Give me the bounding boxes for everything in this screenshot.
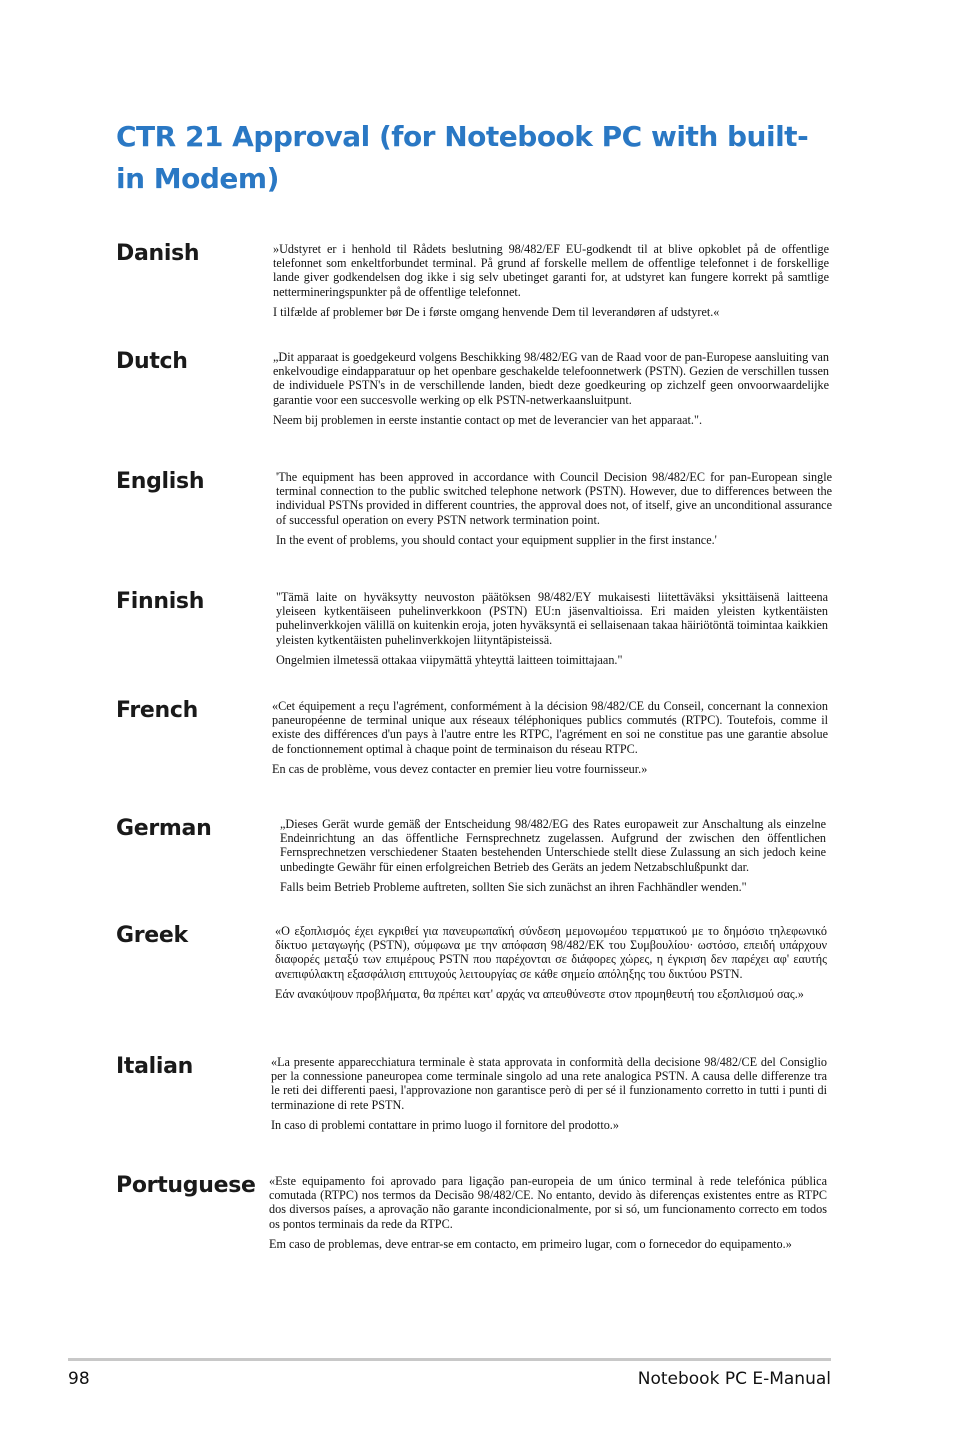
contact-paragraph: En cas de problème, vous devez contacter en premier lieu votre fournisseur.» xyxy=(272,761,648,776)
approval-paragraph: „Dieses Gerät wurde gemäß der Entscheidung 98/482/EG des Rates europaweit zur Anschaltung als einzelne Endeinrichtung an das öffentliche Fernsprechnetz zugelassen. Aufgrund der zwischen den öffentlichen Fernsprechnetzen verschiedener Staaten bestehenden Unterschiede stellt diese Zulassung an sich jedoch keine unbedingte Gewähr für einen erfolgreichen Betrieb des Geräts an jedem Netzabschlußpunkt dar. xyxy=(280,817,826,874)
language-heading: English xyxy=(116,469,205,494)
footer-divider xyxy=(68,1358,831,1361)
language-heading: Finnish xyxy=(116,589,205,614)
approval-paragraph: «Ο εξοπλισμός έχει εγκριθεί για πανευρωπαϊκή σύνδεση μεμονωμέου τερματικού με το δημόσιο τηλεφωνικό δίκτυο μεταγωγής (PSTN), σύμφωνα με την απόφαση 98/482/ΕΚ του Συμβουλίου· ωστόσο, επειδή υπάρχουν διαφορές μεταξύ των επιμέρους PSTN που παρέχονται σε διάφορες χώρες, η έγκριση δεν παρέχει αφ' εαυτής ανεπιφύλακτη εξασφάλιση επιτυχούς λειτουργίας σε κάθε σημείο απόληξης του δικτύου PSTN. xyxy=(275,924,827,981)
approval-text xyxy=(269,1174,827,1257)
contact-paragraph: In the event of problems, you should contact your equipment supplier in the first instance.' xyxy=(276,532,717,547)
approval-text xyxy=(271,1055,827,1138)
page-number: 98 xyxy=(68,1369,90,1389)
approval-text xyxy=(272,699,828,782)
approval-paragraph: "Tämä laite on hyväksytty neuvoston päätöksen 98/482/EY mukaisesti liitettäväksi yksittäisenä laitteena yleiseen kytkentäiseen puhelinverkkoon (PSTN) EU:n jäsenvaltioissa. Eri maiden yleisten kytkentäisten puhelinverkkojen välillä on kuitenkin eroja, joten hyväksyntä ei sellaisenaan takaa häiriötöntä toimintaa kaikkien yleisten kytkentäisten puhelinverkkojen liityntäpisteissä. xyxy=(276,590,828,647)
contact-paragraph: Εάν ανακύψουν προβλήματα, θα πρέπει κατ' αρχάς να απευθύνεστε στον προμηθευτή του εξοπλισμού σας.» xyxy=(275,986,804,1001)
language-heading: French xyxy=(116,698,198,723)
approval-paragraph: »Udstyret er i henhold til Rådets beslutning 98/482/EF EU-godkendt til at blive opkoblet på de offentlige telefonnet som enkeltforbundet terminal. På grund af forskelle mellem de offentlige telefonnet i de forskellige lande giver godkendelsen dog ikke i sig selv ubetinget garanti for, at udstyret kan fungere korrekt på samtlige nettermineringspunkter på de offentlige telefonnet. xyxy=(273,242,829,299)
approval-text xyxy=(280,817,826,900)
contact-paragraph: Neem bij problemen in eerste instantie contact op met de leverancier van het apparaat.". xyxy=(273,412,702,427)
approval-paragraph: «Este equipamento foi aprovado para ligação pan-europeia de um único terminal à rede telefónica pública comutada (RTPC) nos termos da Decisão 98/482/CE. No entanto, devido às diferenças existentes entre as RTPC dos diversos países, a aprovação não garante incondicionalmente, por si só, um funcionamento correcto em todos os pontos terminais da rede da RTPC. xyxy=(269,1174,827,1231)
approval-paragraph: «La presente apparecchiatura terminale è stata approvata in conformità della decisione 98/482/CE del Consiglio per la connessione paneuropea come terminale singolo ad una rete analogica PSTN. A causa delle differenze tra le reti dei differenti paesi, l'approvazione non garantisce però di per sé il funzionamento corretto in tutti i punti di terminazione di rete PSTN. xyxy=(271,1055,827,1112)
approval-paragraph: 'The equipment has been approved in accordance with Council Decision 98/482/EC for pan-European single terminal connection to the public switched telephone network (PSTN). However, due to differences between the individual PSTNs provided in different countries, the approval does not, of itself, give an unconditional assurance of successful operation on every PSTN network termination point. xyxy=(276,470,832,527)
contact-paragraph: In caso di problemi contattare in primo luogo il fornitore del prodotto.» xyxy=(271,1117,619,1132)
contact-paragraph: I tilfælde af problemer bør De i første omgang henvende Dem til leverandøren af udstyret.« xyxy=(273,304,720,319)
approval-text xyxy=(273,242,829,325)
approval-paragraph: «Cet équipement a reçu l'agrément, conformément à la décision 98/482/CE du Conseil, concernant la connexion paneuropéenne de terminal unique aux réseaux téléphoniques publics commutés (RTPC). Toutefois, comme il existe des différences d'un pays à l'autre entre les RTPC, l'agrément en soi ne constitue pas une garantie absolue de fonctionnement optimal à chaque point de terminaison du réseau RTPC. xyxy=(272,699,828,756)
approval-paragraph: „Dit apparaat is goedgekeurd volgens Beschikking 98/482/EG van de Raad voor de pan-Europese aansluiting van enkelvoudige eindapparatuur op het openbare geschakelde telefoonnetwerk (PSTN). Gezien de verschillen tussen de individuele PSTN's in de verschillende landen, biedt deze goedkeuring op zichzelf geen onvoorwaardelijke garantie voor een succesvolle werking op elk PSTN-netwerkaansluitpunt. xyxy=(273,350,829,407)
approval-text xyxy=(276,470,832,553)
approval-text xyxy=(275,924,827,1007)
language-heading: German xyxy=(116,816,212,841)
language-heading: Danish xyxy=(116,241,200,266)
contact-paragraph: Em caso de problemas, deve entrar-se em contacto, em primeiro lugar, com o fornecedor do equipamento.» xyxy=(269,1236,792,1251)
language-heading: Italian xyxy=(116,1054,194,1079)
contact-paragraph: Falls beim Betrieb Probleme auftreten, sollten Sie sich zunächst an ihren Fachhändler wenden." xyxy=(280,879,747,894)
approval-text xyxy=(276,590,828,673)
manual-name: Notebook PC E-Manual xyxy=(637,1369,831,1389)
language-heading: Greek xyxy=(116,923,188,948)
language-heading: Portuguese xyxy=(116,1173,256,1198)
approval-text xyxy=(273,350,829,433)
contact-paragraph: Ongelmien ilmetessä ottakaa viipymättä yhteyttä laitteen toimittajaan." xyxy=(276,652,623,667)
page-title: CTR 21 Approval (for Notebook PC with built-in Modem) xyxy=(116,120,809,195)
language-heading: Dutch xyxy=(116,349,188,374)
